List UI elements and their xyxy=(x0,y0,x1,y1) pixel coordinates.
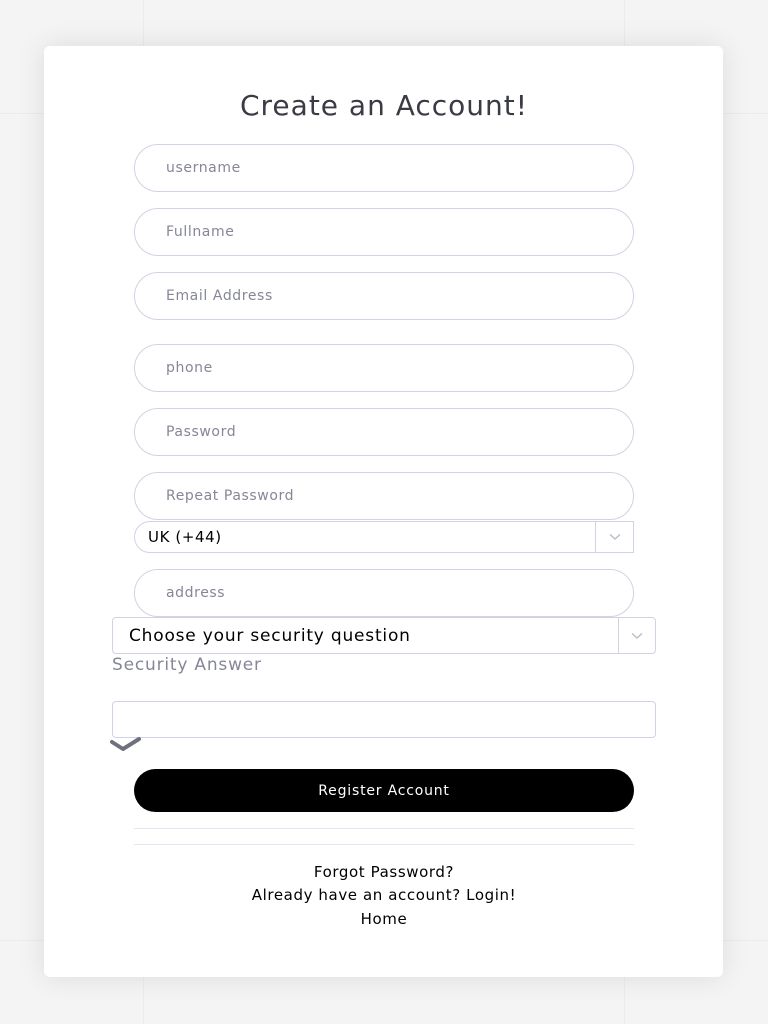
address-input[interactable] xyxy=(134,569,634,617)
page-title: Create an Account! xyxy=(239,89,529,122)
login-link[interactable]: Already have an account? Login! xyxy=(251,886,517,904)
chevron-down-icon[interactable] xyxy=(595,522,633,552)
security-question-value: Choose your security question xyxy=(129,625,411,646)
email-input[interactable] xyxy=(134,272,634,320)
repeat-password-input[interactable] xyxy=(134,472,634,520)
register-button[interactable]: Register Account xyxy=(134,769,634,812)
divider xyxy=(134,828,634,829)
username-input[interactable] xyxy=(134,144,634,192)
password-input[interactable] xyxy=(134,408,634,456)
security-answer-input[interactable] xyxy=(112,701,656,738)
divider xyxy=(134,844,634,845)
fullname-input[interactable] xyxy=(134,208,634,256)
security-question-select[interactable] xyxy=(112,617,656,654)
chevron-down-icon[interactable] xyxy=(618,618,655,653)
check-icon xyxy=(110,736,142,754)
country-code-value: UK (+44) xyxy=(148,528,222,546)
home-link[interactable]: Home xyxy=(360,910,408,928)
forgot-password-link[interactable]: Forgot Password? xyxy=(313,863,455,881)
security-answer-label: Security Answer xyxy=(112,655,262,675)
phone-input[interactable] xyxy=(134,344,634,392)
country-code-select[interactable] xyxy=(134,521,634,553)
